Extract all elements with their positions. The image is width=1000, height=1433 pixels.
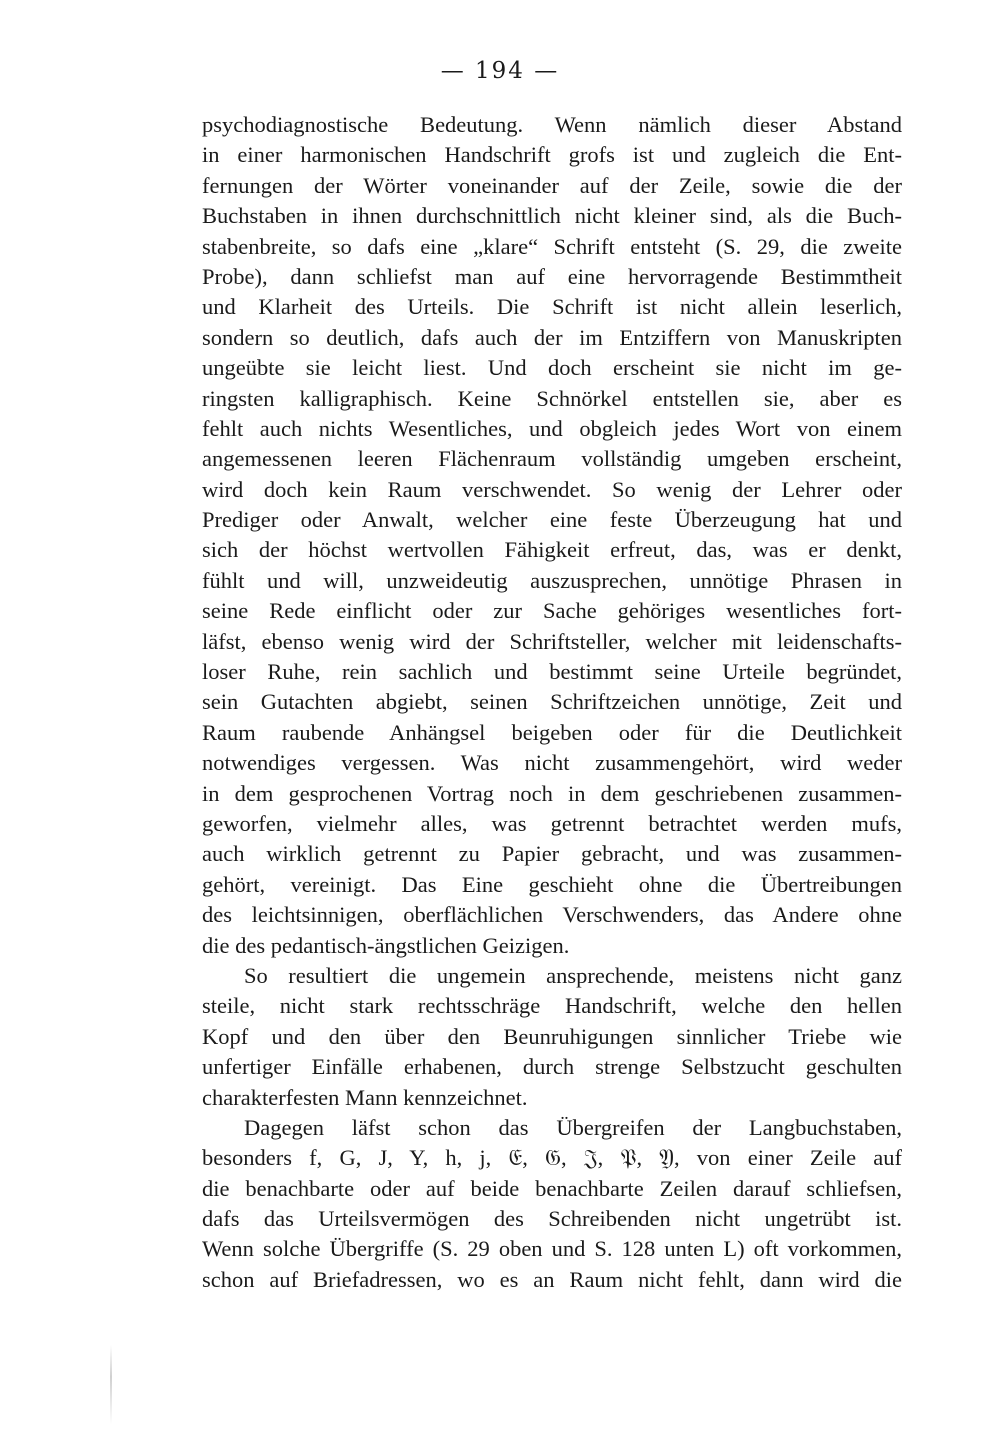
text-line: Buchstaben in ihnen durchschnittlich nicht kleiner sind, als die Buch- (202, 203, 902, 229)
text-line: und Klarheit des Urteils. Die Schrift ist nicht allein leserlich, (202, 294, 902, 320)
text-line: schon auf Briefadressen, wo es an Raum nicht fehlt, dann wird die (202, 1266, 902, 1292)
text-line: Probe), dann schliefst man auf eine hervorragende Bestimmtheit (202, 263, 902, 289)
text-line: fühlt und will, unzweideutig auszusprechen, unnötige Phrasen in (202, 567, 902, 593)
text-line: loser Ruhe, rein sachlich und bestimmt seine Urteile begründet, (202, 659, 902, 685)
text-line: sondern so deutlich, dafs auch der im Entziffern von Manuskripten (202, 324, 902, 350)
text-line: gehört, vereinigt. Das Eine geschieht ohne die Übertreibungen (202, 871, 902, 897)
text-line: sich der höchst wertvollen Fähigkeit erfreut, das, was er denkt, (202, 537, 902, 563)
text-line: Raum raubende Anhängsel beigeben oder für die Deutlichkeit (202, 719, 902, 745)
scan-artifact (110, 1345, 112, 1425)
text-line: die benachbarte oder auf beide benachbarte Zeilen darauf schliefsen, (202, 1175, 902, 1201)
text-line: Wenn solche Übergriffe (S. 29 oben und S. 128 unten L) oft vorkommen, (202, 1236, 902, 1262)
text-line: besonders f, G, J, Y, h, j, 𝔈, 𝔊, 𝔍, 𝔓, 𝔜, von einer Zeile auf (202, 1145, 902, 1171)
text-line: des leichtsinnigen, oberflächlichen Verschwenders, das Andere ohne (202, 902, 902, 928)
text-line: dafs das Urteilsvermögen des Schreibenden nicht ungetrübt ist. (202, 1206, 902, 1232)
text-line: auch wirklich getrennt zu Papier gebracht, und was zusammen- (202, 841, 902, 867)
text-line: ungeübte sie leicht liest. Und doch erscheint sie nicht im ge- (202, 355, 902, 381)
text-line: Prediger oder Anwalt, welcher eine feste Überzeugung hat und (202, 507, 902, 533)
text-line: in einer harmonischen Handschrift grofs ist und zugleich die Ent- (202, 142, 902, 168)
text-line: wird doch kein Raum verschwendet. So wenig der Lehrer oder (202, 476, 902, 502)
text-line: seine Rede einflicht oder zur Sache gehöriges wesentliches fort- (202, 598, 902, 624)
text-line: Kopf und den über den Beunruhigungen sinnlicher Triebe wie (202, 1023, 902, 1049)
text-line: fehlt auch nichts Wesentliches, und obgleich jedes Wort von einem (202, 415, 902, 441)
text-line: in dem gesprochenen Vortrag noch in dem geschriebenen zusammen- (202, 780, 902, 806)
body-text (202, 110, 902, 1295)
paragraph (202, 1113, 902, 1295)
text-line: sein Gutachten abgiebt, seinen Schriftzeichen unnötige, Zeit und (202, 689, 902, 715)
text-line: So resultiert die ungemein ansprechende, meistens nicht ganz (244, 962, 902, 988)
text-line: charakterfesten Mann kennzeichnet. (202, 1084, 528, 1110)
text-line: unfertiger Einfälle erhabenen, durch strenge Selbstzucht geschulten (202, 1054, 902, 1080)
text-line: notwendiges vergessen. Was nicht zusammengehört, wird weder (202, 750, 902, 776)
text-line: ringsten kalligraphisch. Keine Schnörkel entstellen sie, aber es (202, 385, 902, 411)
text-line: Dagegen läfst schon das Übergreifen der Langbuchstaben, (244, 1114, 902, 1140)
text-line: die des pedantisch-ängstlichen Geizigen. (202, 932, 570, 958)
text-line: läfst, ebenso wenig wird der Schriftsteller, welcher mit leidenschafts- (202, 628, 902, 654)
page-number: — 194 — (440, 58, 560, 84)
text-line: geworfen, vielmehr alles, was getrennt betrachtet werden mufs, (202, 810, 902, 836)
text-line: fernungen der Wörter voneinander auf der Zeile, sowie die der (202, 172, 902, 198)
text-line: stabenbreite, so dafs eine „klare“ Schrift entsteht (S. 29, die zweite (202, 233, 902, 259)
paragraph (202, 110, 902, 961)
text-line: psychodiagnostische Bedeutung. Wenn nämlich dieser Abstand (202, 112, 902, 137)
text-line: steile, nicht stark rechtsschräge Handschrift, welche den hellen (202, 993, 902, 1019)
paragraph (202, 961, 902, 1113)
text-line: angemessenen leeren Flächenraum vollständig umgeben erscheint, (202, 446, 902, 472)
